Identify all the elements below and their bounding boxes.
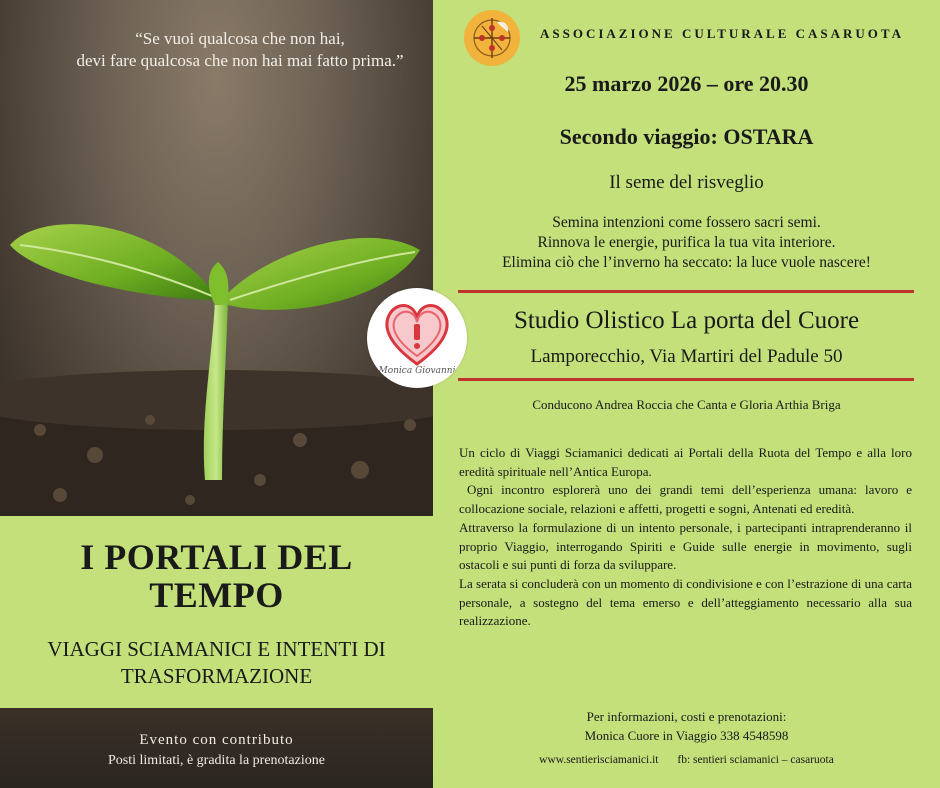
booking-note: Posti limitati, è gradita la prenotazione: [108, 753, 325, 768]
description: [459, 444, 916, 631]
subtitle-line-1: VIAGGI SCIAMANICI E INTENTI DI: [47, 637, 386, 661]
facebook-link[interactable]: fb: sentieri sciamanici – casaruota: [677, 754, 834, 766]
event-date: 25 marzo 2026 – ore 20.30: [564, 71, 809, 96]
description-paragraph-1: Un ciclo di Viaggi Sciamanici dedicati ai Portali della Ruota del Tempo e alla loro eredità spirituale nell’Antica Europa.: [459, 445, 912, 479]
divider-top: [458, 290, 914, 293]
association-logo-icon: [464, 10, 520, 66]
subtitle-line-2: TRASFORMAZIONE: [120, 664, 313, 688]
seedling-illustration: [0, 0, 433, 516]
seedling-photo: [0, 0, 433, 516]
intent-line-2: Rinnova le energie, purifica la tua vita interiore.: [537, 234, 836, 251]
main-title-line-2: TEMPO: [149, 575, 284, 615]
contact-info: [433, 707, 940, 745]
intent-line-1: Semina intenzioni come fossero sacri semi.: [552, 214, 821, 231]
hosts: Conducono Andrea Roccia che Canta e Gloria Arthia Briga: [532, 397, 841, 412]
event-intents: [433, 213, 940, 273]
description-paragraph-4: La serata si concluderà con un momento di condivisione e con l’estrazione di una carta personale, a sostegno del tema emerso e dell’atteggiamento necessario alla sua realizzazione.: [459, 575, 912, 629]
contact-person: Monica Cuore in Viaggio 338 4548598: [584, 728, 789, 743]
intent-line-3: Elimina ciò che l’inverno ha seccato: la luce vuole nascere!: [502, 254, 871, 271]
event-subtitle: Il seme del risveglio: [609, 172, 764, 193]
heart-logo-signature: Monica Giovanni: [378, 366, 456, 376]
main-title-line-1: I PORTALI DEL: [80, 537, 353, 577]
studio-address: Lamporecchio, Via Martiri del Padule 50: [530, 346, 843, 367]
contact-label: Per informazioni, costi e prenotazioni:: [586, 709, 787, 724]
studio-name: Studio Olistico La porta del Cuore: [513, 307, 860, 334]
event-title: Secondo viaggio: OSTARA: [559, 124, 814, 149]
main-title: [0, 538, 433, 614]
quote: [60, 28, 420, 72]
quote-line-1: “Se vuoi qualcosa che non hai,: [135, 29, 345, 48]
footer: [433, 754, 940, 766]
description-paragraph-3: Attraverso la formulazione di un intento personale, i partecipanti intraprenderanno il proprio Viaggio, interrogando Spiriti e Guide sulle energie in movimento, sugli ostacoli e sui punti di forza da sviluppare.: [459, 519, 912, 573]
quote-line-2: devi fare qualcosa che non hai mai fatto prima.”: [76, 51, 404, 70]
divider-bottom: [458, 378, 914, 381]
contribution-note: Evento con contributo: [139, 732, 294, 748]
website-link[interactable]: www.sentierisciamanici.it: [539, 754, 659, 766]
heart-logo: [367, 288, 467, 388]
association-name: ASSOCIAZIONE CULTURALE CASARUOTA: [540, 26, 905, 41]
description-paragraph-2: Ogni incontro esplorerà uno dei grandi temi dell’esperienza umana: lavoro e collocazione sociale, relazioni e affetti, progetti e sogni, Antenati ed eredità.: [459, 482, 916, 517]
association-logo: [464, 10, 520, 66]
subtitle: [0, 636, 433, 690]
